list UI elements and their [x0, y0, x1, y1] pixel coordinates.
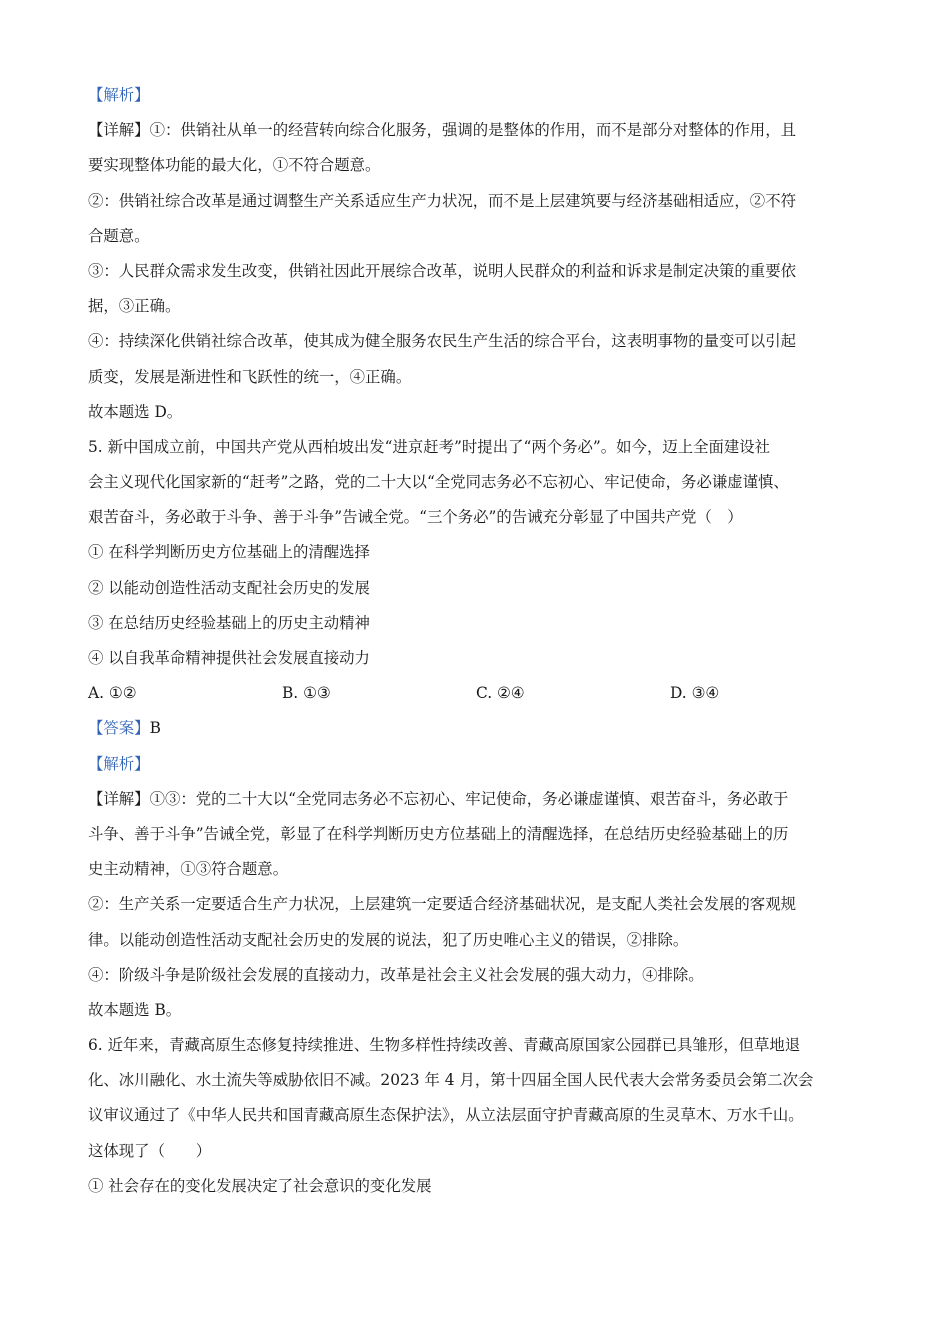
line-text: 史主动精神，①③符合题意。	[88, 860, 289, 879]
text-line	[88, 324, 870, 359]
line-text: 5. 新中国成立前，中国共产党从西柏坡出发“进京赶考”时提出了“两个务必”。如今，迈上全面建设社	[88, 437, 771, 456]
text-line	[88, 148, 870, 183]
text-line	[88, 1063, 870, 1098]
line-text: B	[149, 719, 161, 738]
line-text: 故本题选 B。	[88, 1000, 182, 1019]
option-b: B. ①③	[282, 684, 331, 703]
text-line	[88, 289, 870, 324]
text-line	[88, 184, 870, 219]
text-line	[88, 641, 870, 676]
line-text: 合题意。	[88, 226, 150, 245]
line-text: ③ 在总结历史经验基础上的历史主动精神	[88, 613, 370, 632]
text-line	[88, 113, 870, 148]
line-text: 要实现整体功能的最大化，①不符合题意。	[88, 156, 381, 175]
section-q5-analysis-q6	[88, 711, 870, 1204]
text-line	[88, 923, 870, 958]
line-text: 律。以能动创造性活动支配社会历史的发展的说法，犯了历史唯心主义的错误，②排除。	[88, 930, 689, 949]
line-text: 这体现了（ ）	[88, 1141, 212, 1160]
text-line	[88, 817, 870, 852]
text-line	[88, 993, 870, 1028]
text-line	[88, 606, 870, 641]
line-text: ④：阶级斗争是阶级社会发展的直接动力，改革是社会主义社会发展的强大动力，④排除。	[88, 965, 704, 984]
option-c: C. ②④	[476, 684, 525, 703]
text-line	[88, 500, 870, 535]
text-line	[88, 465, 870, 500]
line-text: ②：生产关系一定要适合生产力状况，上层建筑一定要适合经济基础状况，是支配人类社会发展的客观规	[88, 895, 796, 914]
line-text: 艰苦奋斗，务必敢于斗争、善于斗争”告诫全党。“三个务必”的告诫充分彰显了中国共产党（ ）	[88, 508, 743, 527]
text-line	[88, 1169, 870, 1204]
line-text: ③：人民群众需求发生改变，供销社因此开展综合改革，说明人民群众的利益和诉求是制定决策的重要依	[88, 261, 796, 280]
section-tag: 【解析】	[88, 86, 150, 104]
text-line	[88, 711, 870, 746]
text-line	[88, 360, 870, 395]
answer-options	[88, 676, 870, 711]
option-d: D. ③④	[670, 684, 720, 703]
line-text: ① 社会存在的变化发展决定了社会意识的变化发展	[88, 1176, 432, 1195]
line-text: ② 以能动创造性活动支配社会历史的发展	[88, 578, 370, 597]
text-line	[88, 395, 870, 430]
text-line	[88, 78, 870, 113]
text-line	[88, 219, 870, 254]
line-text: 会主义现代化国家新的“赶考”之路，党的二十大以“全党同志务必不忘初心、牢记使命，务必谦虚谨慎、	[88, 473, 789, 492]
section-analysis-q4	[88, 78, 870, 676]
option-a: A. ①②	[88, 684, 137, 703]
text-line	[88, 747, 870, 782]
text-line	[88, 852, 870, 887]
line-text: 故本题选 D。	[88, 402, 183, 421]
line-text: 6. 近年来，青藏高原生态修复持续推进、生物多样性持续改善、青藏高原国家公园群已具雏形，但草地退	[88, 1036, 801, 1055]
line-text: 据，③正确。	[88, 297, 181, 316]
text-line	[88, 430, 870, 465]
text-line	[88, 571, 870, 606]
line-text: 化、冰川融化、水土流失等威胁依旧不减。2023 年 4 月，第十四届全国人民代表大会常务委员会第二次会	[88, 1071, 814, 1090]
line-text: ④：持续深化供销社综合改革，使其成为健全服务农民生产生活的综合平台，这表明事物的量变可以引起	[88, 332, 796, 351]
line-text: 【详解】①：供销社从单一的经营转向综合化服务，强调的是整体的作用，而不是部分对整体的作用，且	[88, 121, 796, 140]
line-text: 【详解】①③：党的二十大以“全党同志务必不忘初心、牢记使命，务必谦虚谨慎、艰苦奋斗，务必敢于	[88, 789, 789, 808]
section-tag: 【答案】	[88, 719, 150, 738]
text-line	[88, 1098, 870, 1133]
text-line	[88, 958, 870, 993]
line-text: 斗争、善于斗争”告诫全党，彰显了在科学判断历史方位基础上的清醒选择，在总结历史经验基础上的历	[88, 824, 789, 843]
line-text: ④ 以自我革命精神提供社会发展直接动力	[88, 649, 370, 667]
text-line	[88, 535, 870, 570]
line-text: ① 在科学判断历史方位基础上的清醒选择	[88, 543, 370, 562]
line-text: ②：供销社综合改革是通过调整生产关系适应生产力状况，而不是上层建筑要与经济基础相适应，②不符	[88, 191, 796, 210]
text-line	[88, 1134, 870, 1169]
line-text: 质变，发展是渐进性和飞跃性的统一，④正确。	[88, 367, 412, 386]
text-line	[88, 887, 870, 922]
text-line	[88, 782, 870, 817]
text-line	[88, 1028, 870, 1063]
line-text: 议审议通过了《中华人民共和国青藏高原生态保护法》，从立法层面守护青藏高原的生灵草木、万水千山。	[88, 1106, 804, 1125]
section-tag: 【解析】	[88, 754, 150, 773]
text-line	[88, 254, 870, 289]
